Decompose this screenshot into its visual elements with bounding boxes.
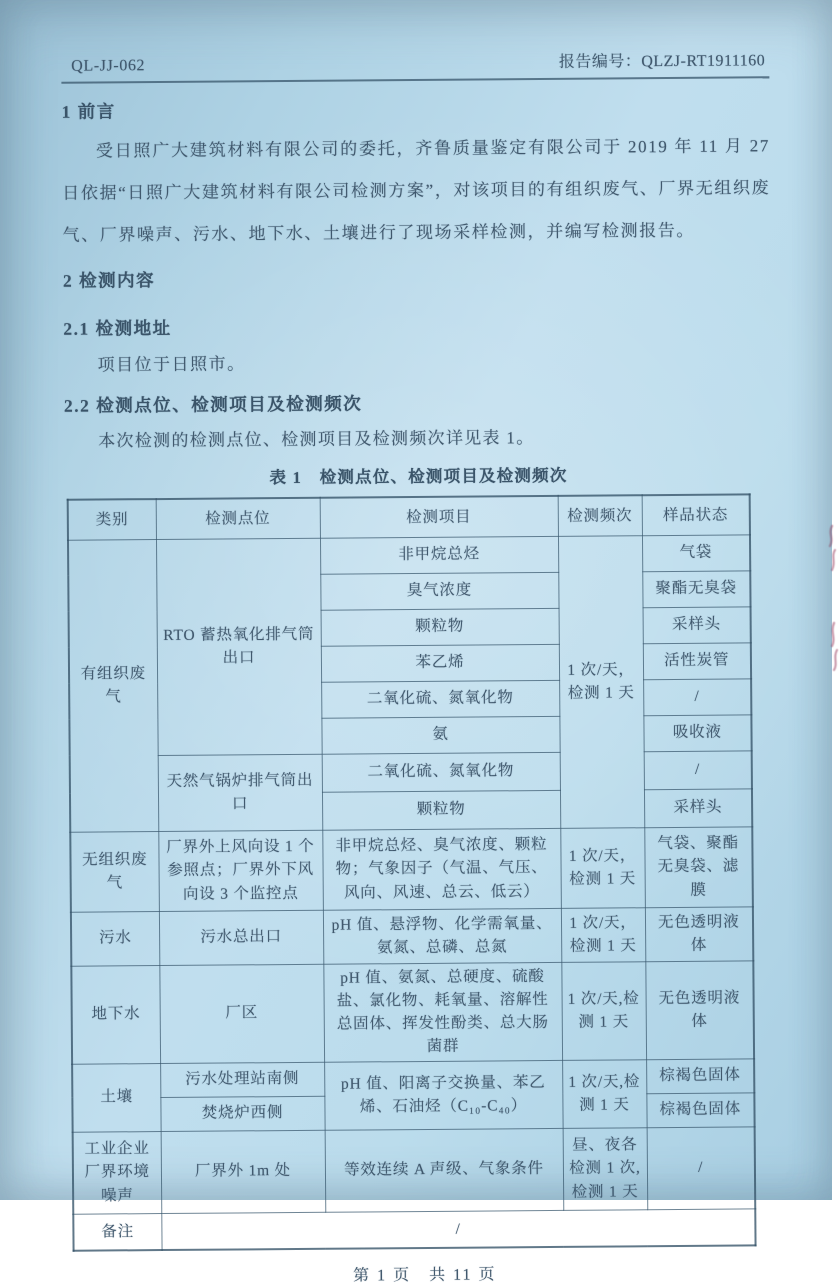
cell-remark-value: / — [161, 1208, 755, 1250]
cell-frequency: 1 次/天，检测 1 天 — [560, 827, 645, 908]
section-2-1-title: 2.1 检测地址 — [63, 317, 172, 339]
cell-sample: 棕褐色固体 — [646, 1058, 754, 1093]
table-row — [68, 534, 750, 575]
section-2-2-title: 2.2 检测点位、检测项目及检测频次 — [63, 393, 363, 416]
cell-category: 地下水 — [71, 965, 160, 1064]
table-1-title: 表 1 检测点位、检测项目及检测频次 — [269, 465, 568, 488]
page-footer: 第 1 页 共 11 页 — [352, 1266, 497, 1285]
table-row — [72, 1058, 754, 1097]
cell-point: 污水总出口 — [159, 910, 323, 965]
cell-sample: / — [643, 678, 751, 715]
cell-item: 臭气浓度 — [320, 572, 558, 610]
page-content — [61, 47, 779, 1288]
red-ink-mark — [823, 620, 839, 672]
cell-item: 苯乙烯 — [321, 644, 559, 682]
cell-sample: 吸收液 — [643, 714, 751, 751]
col-header-item: 检测项目 — [320, 496, 558, 538]
cell-category: 备注 — [73, 1213, 161, 1251]
cell-sample: 活性炭管 — [643, 642, 751, 679]
report-number-value: QLZJ-RT1911160 — [641, 52, 766, 71]
cell-point: 厂界外 1m 处 — [161, 1130, 326, 1213]
cell-frequency: 1 次/天，检测 1 天 — [561, 907, 645, 962]
cell-category: 有组织废气 — [68, 539, 158, 832]
cell-sample: / — [647, 1126, 756, 1209]
table-row — [70, 826, 753, 911]
table-row — [70, 750, 752, 793]
col-header-point: 检测点位 — [156, 498, 320, 539]
cell-frequency: 昼、夜各检测 1 次,检测 1 天 — [563, 1127, 648, 1210]
cell-point: 污水处理站南侧 — [160, 1062, 324, 1097]
cell-category: 污水 — [71, 911, 159, 966]
cell-sample: 无色透明液体 — [645, 960, 754, 1059]
table-header-row — [68, 494, 750, 539]
cell-sample: / — [644, 750, 752, 789]
section-1-title: 1 前言 — [61, 101, 116, 122]
cell-item: pH 值、氨氮、总硬度、硫酸盐、氯化物、耗氧量、溶解性总固体、挥发性酚类、总大肠菌群 — [323, 962, 562, 1062]
cell-point: 厂界外上风向设 1 个参照点；厂界外下风向设 3 个监控点 — [158, 830, 323, 911]
monitoring-table — [67, 493, 757, 1251]
table-intro-text: 本次检测的检测点位、检测项目及检测频次详见表 1。 — [98, 428, 535, 451]
col-header-frequency: 检测频次 — [558, 495, 642, 536]
cell-item: 颗粒物 — [321, 608, 559, 646]
cell-point: 天然气锅炉排气筒出口 — [158, 754, 323, 831]
report-number — [559, 47, 766, 72]
cell-item: 非甲烷总烃 — [320, 536, 558, 574]
cell-category: 土壤 — [72, 1063, 161, 1132]
cell-item: 二氧化硫、氮氧化物 — [321, 680, 559, 718]
cell-category: 工业企业厂界环境噪声 — [73, 1131, 162, 1214]
section-2-title: 2 检测内容 — [62, 270, 156, 291]
cell-item: 二氧化硫、氮氧化物 — [322, 752, 560, 792]
cell-point: RTO 蓄热氧化排气筒出口 — [156, 538, 322, 755]
cell-frequency: 1 次/天,检测 1 天 — [562, 1059, 647, 1128]
doc-header — [61, 47, 769, 84]
red-ink-mark — [822, 524, 838, 572]
cell-sample: 采样头 — [644, 788, 752, 827]
table-row — [73, 1126, 756, 1213]
cell-frequency: 1 次/天,检测 1 天 — [561, 961, 646, 1060]
doc-code: QL-JJ-062 — [71, 57, 146, 75]
intro-paragraph: 受日照广大建筑材料有限公司的委托，齐鲁质量鉴定有限公司于 2019 年 11 月 27 日依据“日照广大建筑材料有限公司检测方案”，对该项目的有组织废气、厂界无组织废气、厂界噪声、污水、地下水、土壤进行了现场采样检测，并编写检测报告。 — [62, 136, 771, 245]
table-row — [73, 1208, 755, 1250]
cell-item: pH 值、阳离子交换量、苯乙烯、石油烃（C₁₀-C₄₀） — [324, 1060, 563, 1130]
report-number-label: 报告编号： — [558, 53, 642, 71]
cell-frequency: 1 次/天，检测 1 天 — [558, 535, 644, 828]
cell-sample: 棕褐色固体 — [646, 1092, 754, 1127]
cell-category: 无组织废气 — [70, 831, 159, 912]
cell-item: 非甲烷总烃、臭气浓度、颗粒物；气象因子（气温、气压、风向、风速、总云、低云） — [322, 828, 561, 910]
table-row — [71, 906, 753, 965]
cell-item: 氨 — [321, 716, 559, 754]
cell-sample: 聚酯无臭袋 — [642, 570, 750, 607]
cell-point: 焚烧炉西侧 — [160, 1096, 324, 1131]
cell-sample: 气袋 — [642, 534, 750, 571]
cell-sample: 气袋、聚酯无臭袋、滤膜 — [644, 826, 753, 907]
cell-point: 厂区 — [159, 964, 324, 1063]
cell-item: 颗粒物 — [322, 790, 560, 830]
table-row — [71, 960, 754, 1063]
cell-sample: 采样头 — [643, 606, 751, 643]
col-header-category: 类别 — [68, 499, 156, 540]
cell-sample: 无色透明液体 — [645, 906, 753, 961]
cell-item: 等效连续 A 声级、气象条件 — [325, 1128, 564, 1212]
col-header-sample-state: 样品状态 — [642, 494, 750, 535]
cell-item: pH 值、悬浮物、化学需氧量、氨氮、总磷、总氮 — [323, 908, 561, 964]
address-text: 项目位于日照市。 — [97, 354, 246, 375]
